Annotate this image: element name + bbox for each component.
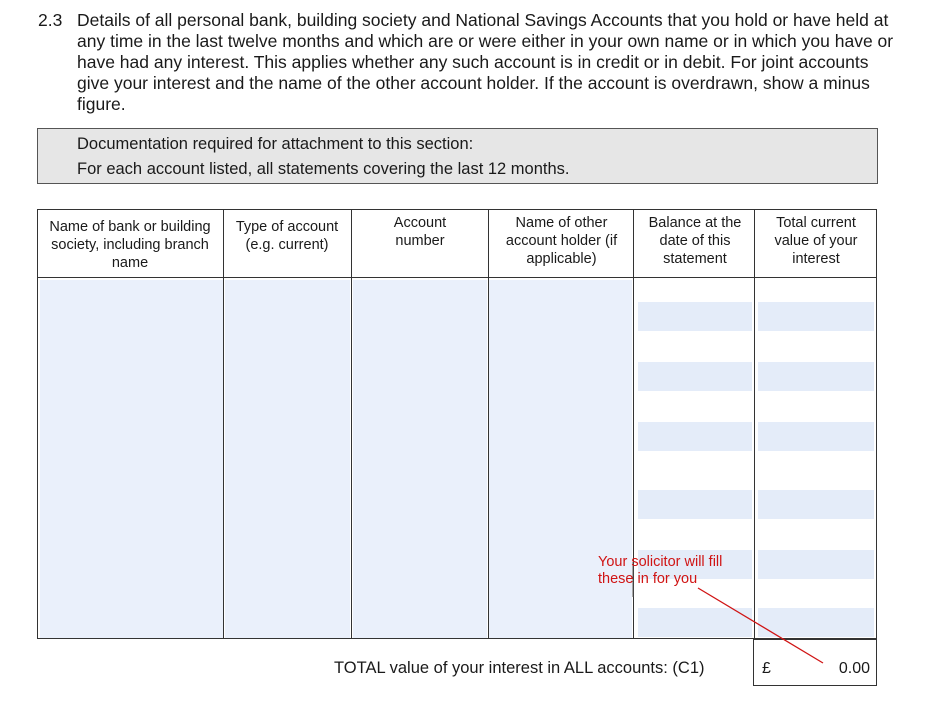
- section-description: Details of all personal bank, building society and National Savings Accounts that you hold or have held at any time in the last twelve months and which are or were either in your own name or in which you have or have had any interest. This applies whether any such account is in credit or in debit. For joint accounts give your interest and the name of the other account holder. If the account is overdrawn, show a minus figure.: [77, 10, 894, 114]
- total-value: 0.00: [838, 660, 870, 677]
- header-other-holder: Name of other account holder (if applicable): [505, 215, 618, 267]
- currency-symbol: £: [762, 660, 771, 677]
- documentation-heading: Documentation required for attachment to this section:: [77, 135, 474, 153]
- header-account-type: Type of account (e.g. current): [235, 219, 339, 253]
- total-label: TOTAL value of your interest in ALL accounts: (C1): [334, 659, 705, 677]
- header-account-number: Account number: [393, 215, 447, 249]
- solicitor-annotation: Your solicitor will fill these in for you: [598, 554, 723, 587]
- header-interest: Total current value of your interest: [774, 215, 858, 267]
- header-balance: Balance at the date of this statement: [648, 215, 742, 267]
- header-bank-name: Name of bank or building society, including branch name: [49, 219, 211, 271]
- documentation-requirement: For each account listed, all statements covering the last 12 months.: [77, 160, 570, 178]
- section-number: 2.3: [38, 10, 63, 30]
